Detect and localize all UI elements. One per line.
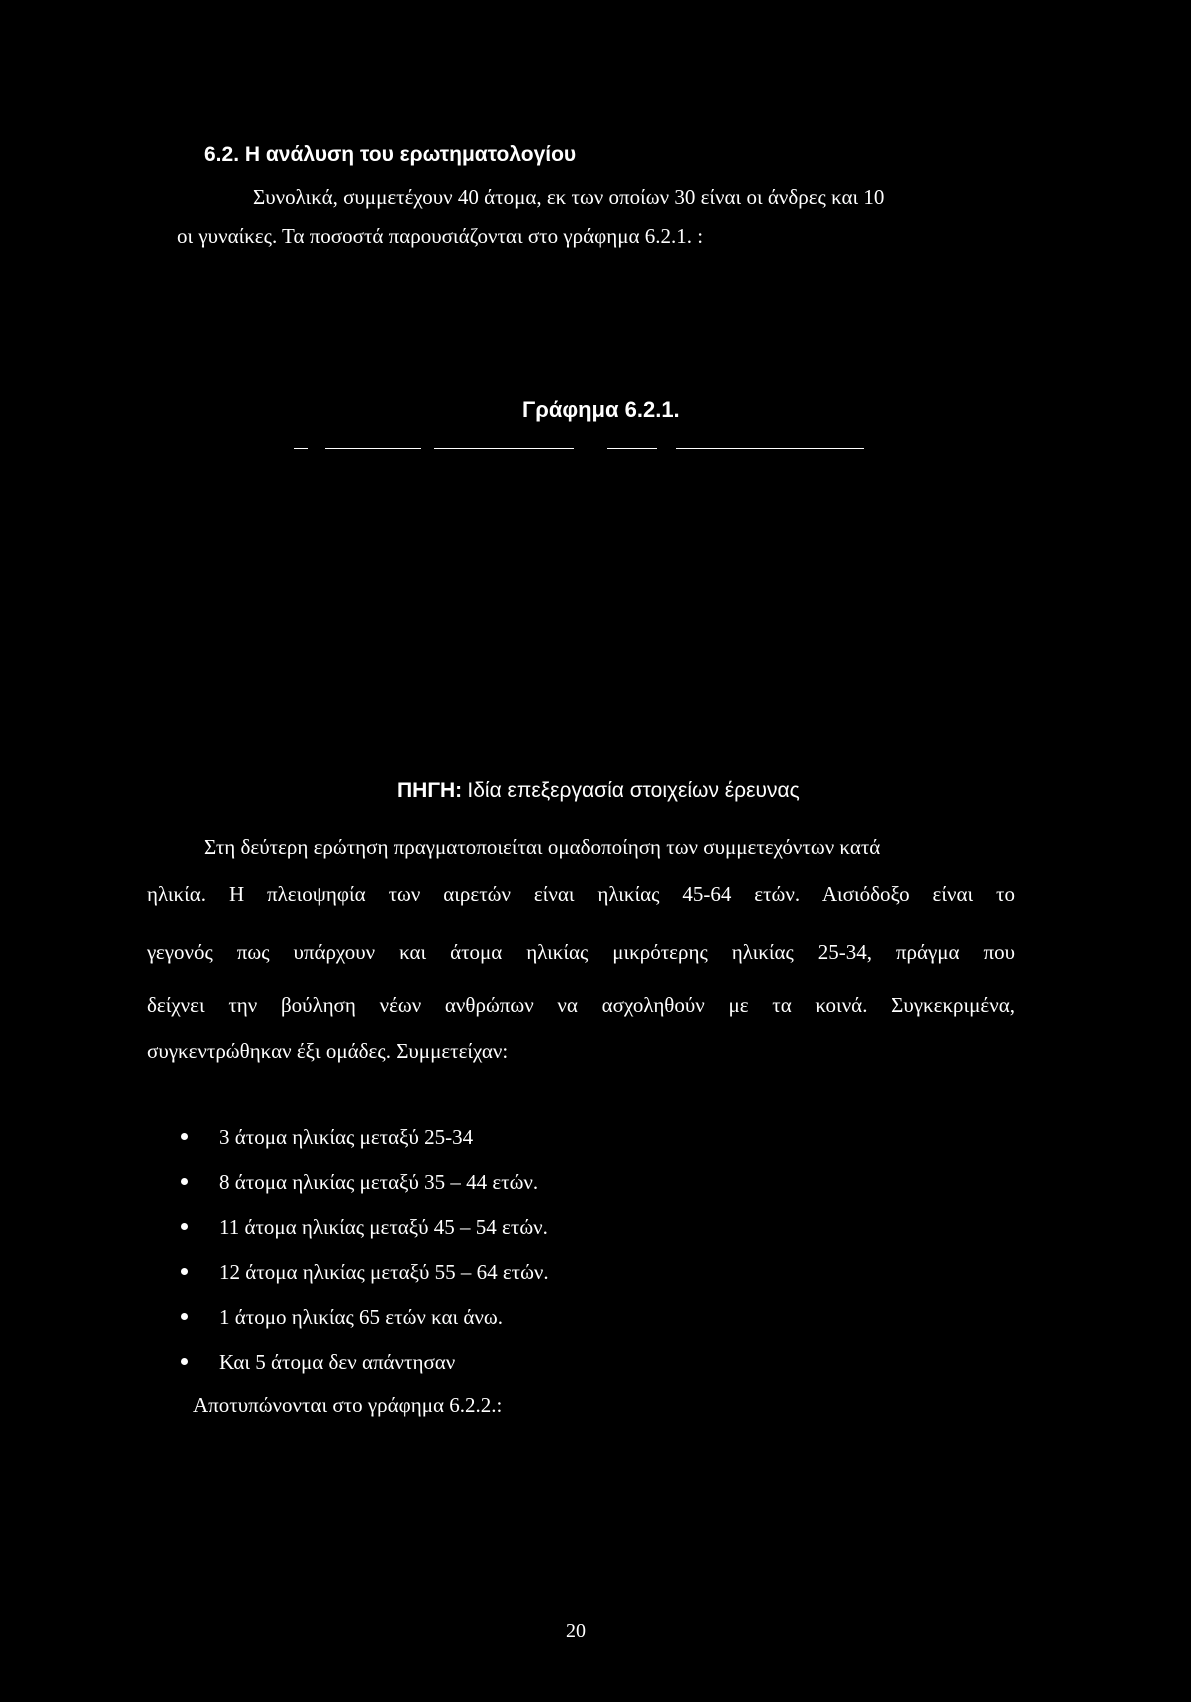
section-heading: 6.2. Η ανάλυση του ερωτηματολογίου xyxy=(204,143,577,166)
source-label: ΠΗΓΗ: xyxy=(397,779,463,802)
bullet-icon xyxy=(181,1223,188,1230)
figure-caption: Γράφημα 6.2.1. xyxy=(522,397,680,422)
page-number: 20 xyxy=(566,1620,586,1642)
intro-line-1: Συνολικά, συμμετέχουν 40 άτομα, εκ των οποίων 30 είναι οι άνδρες και 10 xyxy=(253,185,885,209)
paragraph2-line-4: δείχνει την βούληση νέων ανθρώπων να ασχοληθούν με τα κοινά. Συγκεκριμένα, xyxy=(147,993,1015,1017)
bullet-icon xyxy=(181,1313,188,1320)
closing-text: Αποτυπώνονται στο γράφημα 6.2.2.: xyxy=(193,1393,503,1417)
intro-line-2: οι γυναίκες. Τα ποσοστά παρουσιάζονται στο γράφημα 6.2.1. : xyxy=(177,224,704,248)
paragraph2-line-3: γεγονός πως υπάρχουν και άτομα ηλικίας μικρότερης ηλικίας 25-34, πράγμα που xyxy=(147,940,1015,964)
figure-source xyxy=(397,778,800,803)
figure-rule-segment xyxy=(434,448,574,449)
paragraph2-line-5: συγκεντρώθηκαν έξι ομάδες. Συμμετείχαν: xyxy=(147,1039,509,1063)
figure-rule-segment xyxy=(607,448,657,449)
source-text: Ιδία επεξεργασία στοιχείων έρευνας xyxy=(467,779,800,802)
figure-rule-segment xyxy=(676,448,864,449)
paragraph2-line-1: Στη δεύτερη ερώτηση πραγματοποιείται ομαδοποίηση των συμμετεχόντων κατά xyxy=(204,835,881,859)
paragraph2-line-2: ηλικία. Η πλειοψηφία των αιρετών είναι ηλικίας 45-64 ετών. Αισιόδοξο είναι το xyxy=(147,882,1015,906)
figure-rule-segment xyxy=(325,448,421,449)
bullet-icon xyxy=(181,1133,188,1140)
bullet-icon xyxy=(181,1268,188,1275)
bullet-icon xyxy=(181,1178,188,1185)
bullet-icon xyxy=(181,1358,188,1365)
figure-rule-segment xyxy=(294,448,308,449)
